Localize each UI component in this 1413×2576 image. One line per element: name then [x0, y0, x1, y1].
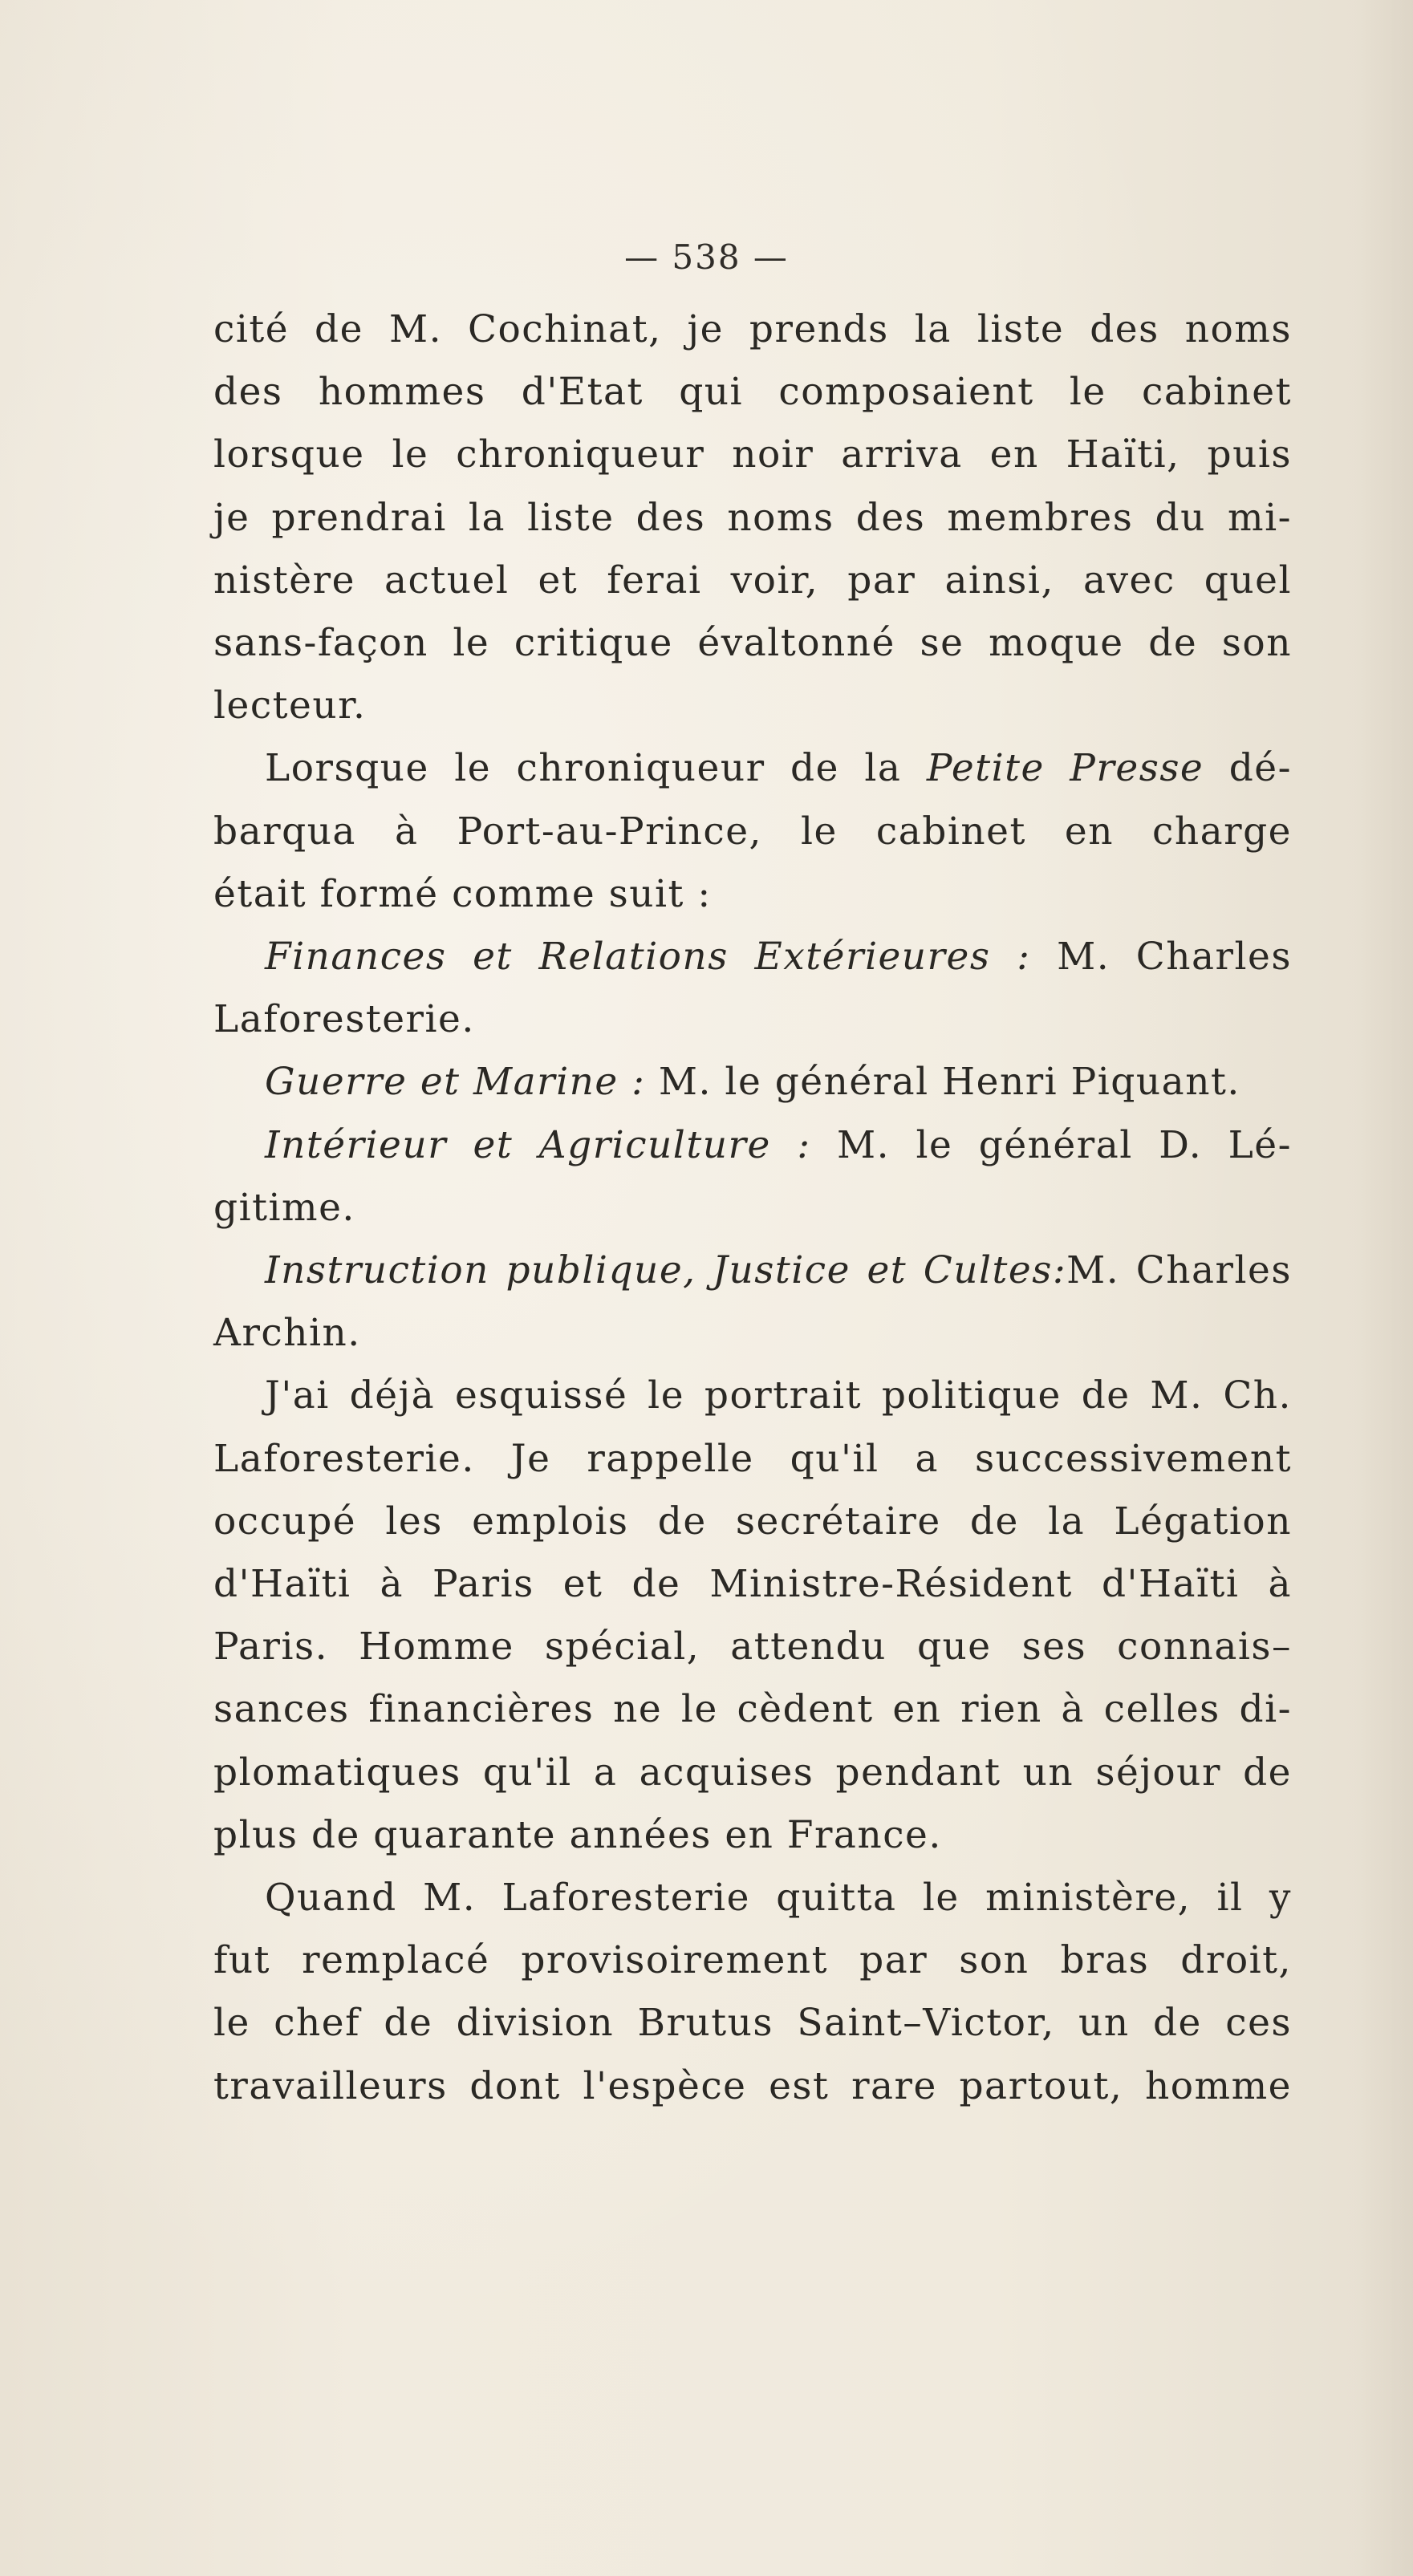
- line-segment: M. le général Henri Piquant.: [645, 1060, 1240, 1105]
- text-line: J'ai déjà esquissé le portrait politique de M. Ch.: [265, 1373, 1292, 1418]
- italic-title: Petite Presse: [926, 746, 1204, 791]
- text-line: lecteur.: [213, 684, 367, 728]
- body-text: [213, 298, 1292, 2118]
- line-segment: Lorsque le chroniqueur de la: [265, 746, 927, 791]
- page-number: — 538 —: [624, 237, 789, 277]
- ministry-name: Instruction publique, Justice et Cultes:: [265, 1248, 1067, 1293]
- text-line: cité de M. Cochinat, je prends la liste des noms: [213, 307, 1292, 351]
- line-segment: M. Charles: [1066, 1248, 1292, 1293]
- text-line: plus de quarante années en France.: [213, 1812, 942, 1857]
- text-line: barqua à Port-au-Prince, le cabinet en charge: [213, 809, 1292, 854]
- text-line: d'Haïti à Paris et de Ministre-Résident d'Haïti à: [213, 1562, 1292, 1607]
- line-segment: M. Charles: [1030, 935, 1292, 980]
- line-segment: dé-: [1204, 746, 1292, 791]
- text-line: Laforesterie. Je rappelle qu'il a successivement: [213, 1436, 1292, 1481]
- text-line: gitime.: [213, 1185, 355, 1230]
- text-line: [213, 1051, 1292, 1114]
- line-segment: M. le général D. Lé-: [810, 1122, 1292, 1167]
- ministry-name: Finances et Relations Extérieures :: [265, 935, 1031, 980]
- text-line: occupé les emplois de secrétaire de la Légation: [213, 1499, 1292, 1544]
- text-line: sans-façon le critique évaltonné se moque de son: [213, 621, 1292, 666]
- ministry-name: Intérieur et Agriculture :: [265, 1122, 811, 1167]
- text-line: des hommes d'Etat qui composaient le cabinet: [213, 370, 1292, 415]
- text-line: [213, 737, 1292, 800]
- text-line: Quand M. Laforesterie quitta le ministère, il y: [265, 1876, 1292, 1921]
- text-line: Paris. Homme spécial, attendu que ses connais–: [213, 1625, 1292, 1669]
- text-line: [213, 926, 1292, 988]
- text-line: [213, 1239, 1292, 1302]
- text-line: je prendrai la liste des noms des membres du mi-: [213, 495, 1292, 540]
- text-line: fut remplacé provisoirement par son bras droit,: [213, 1938, 1292, 1983]
- text-line: [213, 1114, 1292, 1177]
- text-line: lorsque le chroniqueur noir arriva en Haïti, puis: [213, 432, 1292, 477]
- text-line: travailleurs dont l'espèce est rare partout, homme: [213, 2063, 1292, 2108]
- text-line: était formé comme suit :: [213, 871, 712, 916]
- text-line: le chef de division Brutus Saint–Victor, un de ces: [213, 2001, 1292, 2046]
- text-line: Archin.: [213, 1311, 361, 1356]
- ministry-name: Guerre et Marine :: [265, 1060, 646, 1105]
- text-line: plomatiques qu'il a acquises pendant un séjour de: [213, 1750, 1292, 1795]
- text-line: nistère actuel et ferai voir, par ainsi, avec quel: [213, 558, 1292, 602]
- text-line: Laforesterie.: [213, 997, 475, 1042]
- text-line: sances financières ne le cèdent en rien à celles di-: [213, 1687, 1292, 1732]
